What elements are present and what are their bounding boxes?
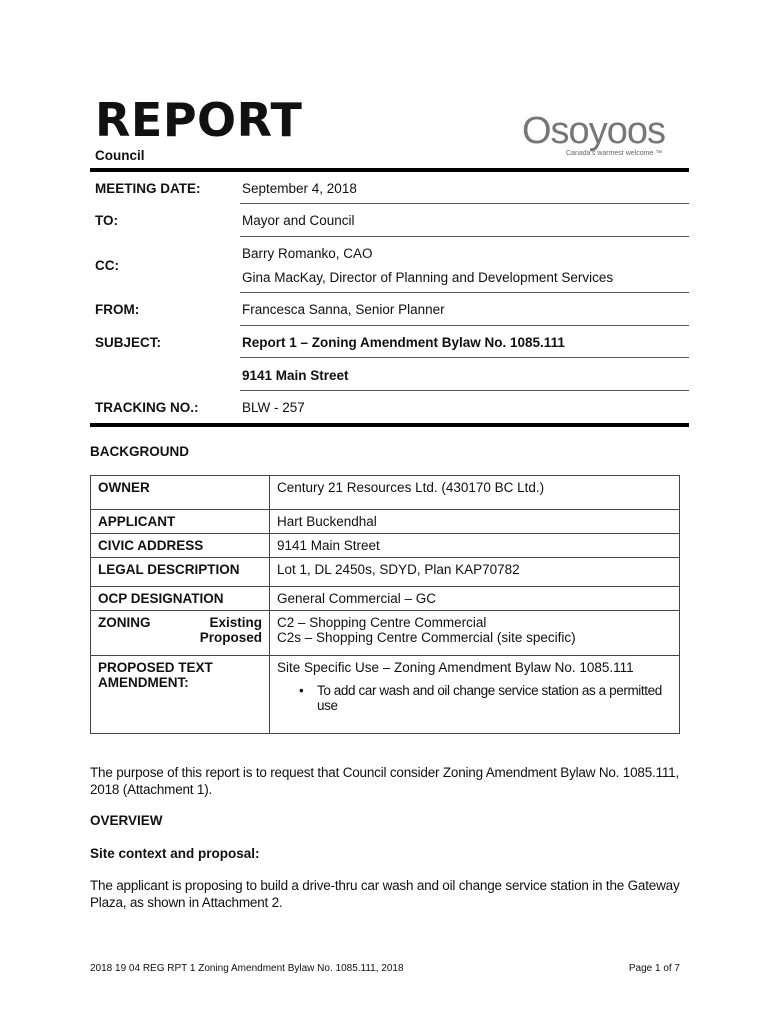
amend-label-line2: AMENDMENT:: [98, 675, 189, 690]
zoning-values: [270, 611, 680, 656]
site-context-heading: Site context and proposal:: [90, 846, 260, 861]
site-line2: Plaza, as shown in Attachment 2.: [90, 895, 283, 910]
bullet-icon: •: [299, 683, 304, 698]
zoning-existing-label: Existing: [209, 615, 262, 630]
logo-text: Osoyoos: [522, 110, 665, 152]
cc-label: CC:: [95, 258, 119, 273]
applicant-label: APPLICANT: [91, 510, 270, 534]
table-row: [91, 510, 680, 534]
to-label: TO:: [95, 213, 118, 228]
cc-value-line2: Gina MacKay, Director of Planning and Development Services: [242, 270, 614, 285]
meeting-date-value: September 4, 2018: [242, 181, 357, 196]
purpose-line1: The purpose of this report is to request that Council consider Zoning Amendment Bylaw No. 1085.111,: [90, 765, 680, 780]
owner-value: Century 21 Resources Ltd. (430170 BC Ltd.): [270, 476, 680, 510]
divider: [240, 236, 689, 237]
amend-label-line1: PROPOSED TEXT: [98, 660, 213, 675]
proposed-amendment-value: [270, 656, 680, 734]
proposed-amendment-label: [91, 656, 270, 734]
report-title: REPORT: [95, 93, 303, 147]
table-row: [91, 558, 680, 587]
zoning-proposed-label: Proposed: [199, 630, 262, 645]
table-row: [91, 476, 680, 510]
ocp-designation-value: General Commercial – GC: [270, 587, 680, 611]
site-line1: The applicant is proposing to build a drive-thru car wash and oil change service station in the Gateway: [90, 878, 680, 893]
from-value: Francesca Sanna, Senior Planner: [242, 302, 445, 317]
divider: [240, 390, 689, 391]
civic-address-label: CIVIC ADDRESS: [91, 534, 270, 558]
subject-value-line2: 9141 Main Street: [242, 368, 349, 383]
amend-text: Site Specific Use – Zoning Amendment Bylaw No. 1085.111: [277, 660, 634, 675]
divider: [240, 203, 689, 204]
to-value: Mayor and Council: [242, 213, 355, 228]
logo-tagline: Canada's warmest welcome ™: [566, 150, 663, 157]
osoyoos-logo: [522, 110, 665, 157]
owner-label: OWNER: [91, 476, 270, 510]
cc-value-line1: Barry Romanko, CAO: [242, 246, 373, 261]
header-rule: [90, 168, 689, 172]
legal-description-label: LEGAL DESCRIPTION: [91, 558, 270, 587]
zoning-label: ZONING: [98, 615, 151, 630]
site-paragraph: [90, 877, 690, 911]
table-row: [91, 534, 680, 558]
subject-label: SUBJECT:: [95, 335, 162, 350]
meeting-date-label: MEETING DATE:: [95, 181, 201, 196]
tracking-value: BLW - 257: [242, 400, 305, 415]
background-table: [90, 475, 680, 734]
zoning-existing-value: C2 – Shopping Centre Commercial: [277, 615, 487, 630]
zoning-cell: [91, 611, 270, 656]
tracking-label: TRACKING NO.:: [95, 400, 199, 415]
divider: [240, 292, 689, 293]
background-heading: BACKGROUND: [90, 444, 189, 459]
applicant-value: Hart Buckendhal: [270, 510, 680, 534]
divider: [240, 325, 689, 326]
purpose-paragraph: [90, 764, 690, 798]
memo-bottom-rule: [90, 423, 689, 427]
civic-address-value: 9141 Main Street: [270, 534, 680, 558]
footer-page-number: Page 1 of 7: [628, 963, 680, 974]
legal-description-value: Lot 1, DL 2450s, SDYD, Plan KAP70782: [270, 558, 680, 587]
table-row: [91, 587, 680, 611]
zoning-proposed-value: C2s – Shopping Centre Commercial (site specific): [277, 630, 576, 645]
zoning-sublabels: [200, 615, 262, 645]
footer-file-name: 2018 19 04 REG RPT 1 Zoning Amendment Bylaw No. 1085.111, 2018: [90, 963, 404, 974]
from-label: FROM:: [95, 302, 140, 317]
amend-bullet-list: [277, 683, 672, 713]
subject-value-line1: Report 1 – Zoning Amendment Bylaw No. 1085.111: [242, 335, 565, 350]
overview-heading: OVERVIEW: [90, 813, 163, 828]
amend-bullet-line1: To add car wash and oil change service station as a permitted: [317, 683, 662, 698]
ocp-designation-label: OCP DESIGNATION: [91, 587, 270, 611]
list-item: [299, 683, 672, 713]
report-subtitle: Council: [95, 148, 145, 163]
purpose-line2: 2018 (Attachment 1).: [90, 782, 213, 797]
table-row: [91, 656, 680, 734]
table-row: [91, 611, 680, 656]
divider: [240, 357, 689, 358]
amend-bullet-line2: use: [317, 698, 338, 713]
